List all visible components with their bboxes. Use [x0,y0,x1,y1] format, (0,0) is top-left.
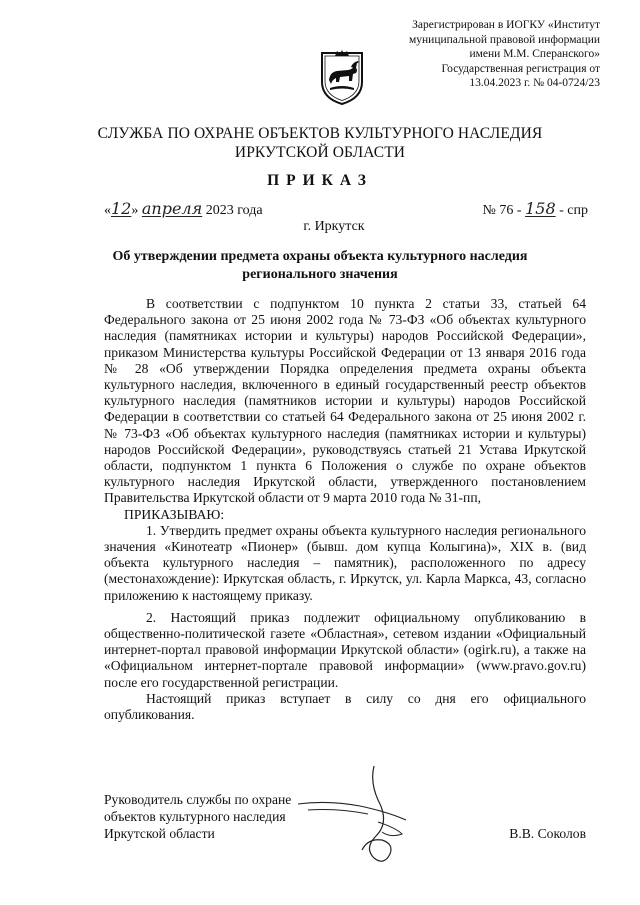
registration-line: муниципальной правовой информации [408,33,600,46]
organization-line-2: ИРКУТСКОЙ ОБЛАСТИ [234,144,406,161]
order-item-1: 1. Утвердить предмет охраны объекта культурного наследия регионального значения «Кинотеатр «Пионер» (бывш. дом купца Колыгина)», XIX в. (вид объекта культурного наследия – памятник), расположенного по адресу (местонахождение): Иркутская область, г. Иркутск, ул. Карла Маркса, 43, согласно приложению к настоящему приказу. [104,522,586,603]
document-type-title: ПРИКАЗ [267,172,373,189]
document-body [104,296,586,723]
number-suffix: - спр [559,203,588,218]
document-city: г. Иркутск [303,219,365,234]
title-line-1: Об утверждении предмета охраны объекта культурного наследия [112,249,528,264]
registration-line: 13.04.2023 г. № 04-0724/23 [469,77,600,90]
date-year: 2023 года [205,203,263,218]
registration-line: имени М.М. Сперанского» [469,48,600,61]
preamble-paragraph: В соответствии с подпунктом 10 пункта 2 статьи 33, статьей 64 Федерального закона от 25 июня 2002 года № 73-ФЗ «Об объектах культурного наследия (памятниках истории и культуры) народов Российской Федерации», приказом Министерства культуры Российской Федерации от 13 января 2016 года № 28 «Об утверждении Порядка определения предмета охраны объекта культурного наследия, включенного в единый государственный реестр объектов культурного наследия (памятников истории и культуры) народов Российской Федерации в соответствии со статьей 64 Федерального закона от 25 июня 2002 г. № 73-ФЗ «Об объектах культурного наследия (памятниках истории и культуры) народов Российской Федерации», руководствуясь статьей 21 Устава Иркутской области, подпунктом 1 пункта 6 Положения о службе по охране объектов культурного наследия Иркутской области, утвержденного постановлением Правительства Иркутской области от 9 марта 2010 года № 31-пп, [104,296,586,506]
registration-line: Государственная регистрация от [441,62,600,75]
handwritten-signature-icon [278,762,428,872]
organization-line-1: СЛУЖБА ПО ОХРАНЕ ОБЪЕКТОВ КУЛЬТУРНОГО НАСЛЕДИЯ [97,125,543,142]
order-item-2: 2. Настоящий приказ подлежит официальному опубликованию в общественно-политической газете «Областная», сетевом издании «Официальный интернет-портал правовой информации Иркутской области» (ogirk.ru), а также на «Официальном интернет-портале правовой информации» (www.pravo.gov.ru) после его государственной регистрации. [104,609,586,690]
registration-line: Зарегистрирован в ИОГКУ «Институт [412,19,600,31]
date-quote-open: « [104,203,111,218]
date-month-handwritten: апреля [141,199,203,218]
title-line-2: регионального значения [242,266,398,282]
command-word: ПРИКАЗЫВАЮ: [124,506,225,522]
document-date [104,199,263,219]
position-line-1: Руководитель службы по охране [104,792,292,807]
date-quote-close: » [131,203,139,218]
order-item-3: Настоящий приказ вступает в силу со дня его официального опубликования. [104,690,586,723]
position-line-2: объектов культурного наследия [104,808,286,824]
registration-note [370,18,600,91]
signatory-position [104,792,291,842]
irkutsk-coat-of-arms-icon [318,50,366,106]
position-line-3: Иркутской области [104,825,215,841]
number-handwritten: 158 [525,199,556,218]
document-title [0,248,640,283]
signatory-name: В.В. Соколов [509,826,586,841]
date-day-handwritten: 12 [111,199,132,218]
number-prefix: № 76 - [482,203,522,218]
document-number [483,199,588,219]
organization-name [0,124,640,162]
